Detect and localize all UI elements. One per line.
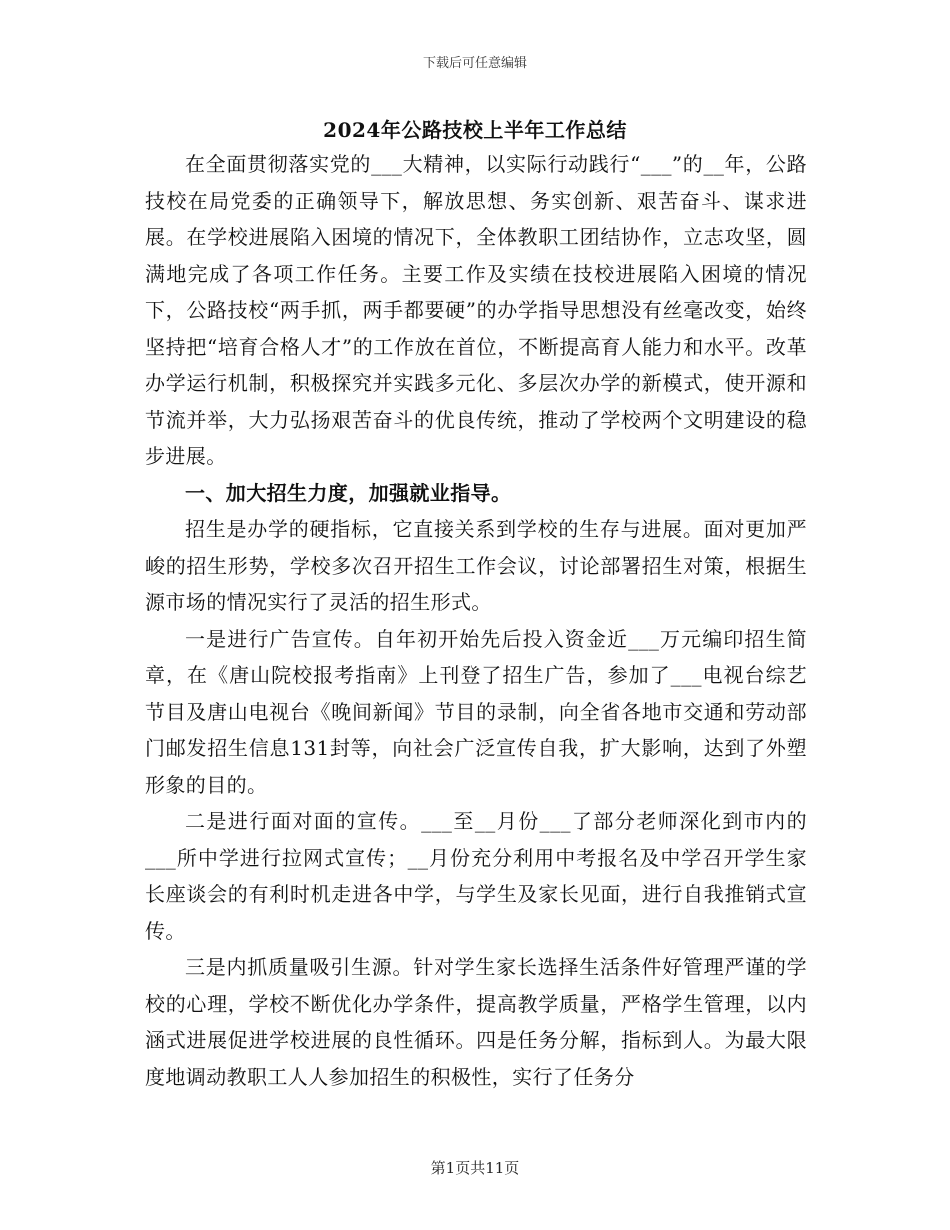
page-number: 第1页共11页 bbox=[430, 1159, 520, 1177]
paragraph-advertising: 一是进行广告宣传。自年初开始先后投入资金近___万元编印招生简章，在《唐山院校报考指南》上刊登了招生广告，参加了___电视台综艺节目及唐山电视台《晚间新闻》节目的录制，向全省各地市交通和劳动部门邮发招生信息131封等，向社会广泛宣传自我，扩大影响，达到了外塑形象的目的。 bbox=[145, 626, 807, 797]
paragraph-face-to-face: 二是进行面对面的宣传。___至__月份___了部分老师深化到市内的___所中学进行拉网式宣传；__月份充分利用中考报名及中学召开学生家长座谈会的有利时机走进各中学，与学生及家长见面，进行自我推销式宣传。 bbox=[145, 809, 807, 943]
paragraph-quality: 三是内抓质量吸引生源。针对学生家长选择生活条件好管理严谨的学校的心理，学校不断优化办学条件，提高教学质量，严格学生管理，以内涵式进展促进学校进展的良性循环。四是任务分解，指标到人。为最大限度地调动教职工人人参加招生的积极性，实行了任务分 bbox=[145, 955, 807, 1089]
header-note: 下载后可任意编辑 bbox=[422, 56, 527, 71]
paragraph-intro: 在全面贯彻落实党的___大精神，以实际行动践行“___”的__年，公路技校在局党委的正确领导下，解放思想、务实创新、艰苦奋斗、谋求进展。在学校进展陷入困境的情况下，全体教职工团结协作，立志攻坚，圆满地完成了各项工作任务。主要工作及实绩在技校进展陷入困境的情况下，公路技校“两手抓，两手都要硬”的办学指导思想没有丝毫改变，始终坚持把“培育合格人才”的工作放在首位，不断提高育人能力和水平。改革办学运行机制，积极探究并实践多元化、多层次办学的新模式，使开源和节流并举，大力弘扬艰苦奋斗的优良传统，推动了学校两个文明建设的稳步进展。 bbox=[145, 152, 807, 468]
document-body bbox=[145, 146, 807, 1095]
section-heading: 一、加大招生力度，加强就业指导。 bbox=[185, 480, 512, 505]
paragraph-enrollment: 招生是办学的硬指标，它直接关系到学校的生存与进展。面对更加严峻的招生形势，学校多次召开招生工作会议，讨论部署招生对策，根据生源市场的情况实行了灵活的招生形式。 bbox=[145, 517, 807, 614]
document-title: 2024年公路技校上半年工作总结 bbox=[323, 118, 627, 142]
